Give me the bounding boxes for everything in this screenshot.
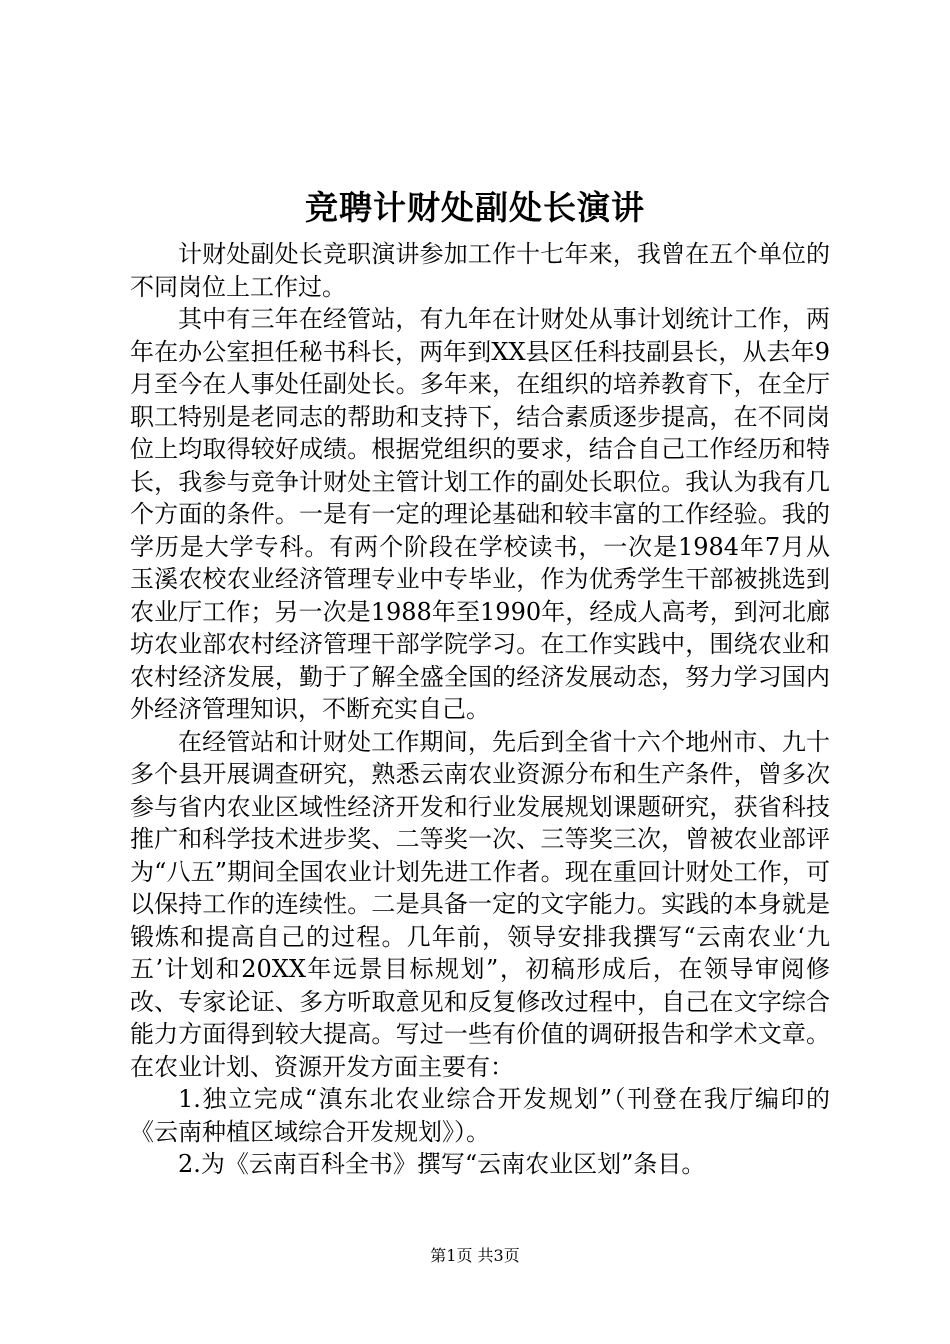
paragraph-3: 在经管站和计财处工作期间，先后到全省十六个地州市、九十多个县开展调查研究，熟悉云南农业资源分布和生产条件，曾多次参与省内农业区域性经济开发和行业发展规划课题研究，获省科技推广和科学技术进步奖、二等奖一次、三等奖三次，曾被农业部评为“八五”期间全国农业计划先进工作者。现在重回计财处工作，可以保持工作的连续性。二是具备一定的文字能力。实践的本身就是锻炼和提高自己的过程。几年前，领导安排我撰写“云南农业‘九五’计划和20XX年远景目标规划”，初稿形成后，在领导审阅修改、专家论证、多方听取意见和反复修改过程中，自己在文字综合能力方面得到较大提高。写过一些有价值的调研报告和学术文章。在农业计划、资源开发方面主要有：	[130, 727, 830, 1081]
list-item-2: 2.为《云南百科全书》撰写“云南农业区划”条目。	[178, 1150, 706, 1178]
page-number-footer: 第1页 共3页	[430, 1246, 520, 1265]
paragraph-1: 计财处副处长竞职演讲参加工作十七年来，我曾在五个单位的不同岗位上工作过。	[130, 240, 830, 301]
document-title: 竞聘计财处副处长演讲	[305, 188, 645, 227]
paragraph-2: 其中有三年在经管站，有九年在计财处从事计划统计工作，两年在办公室担任秘书科长，两年到XX县区任科技副县长，从去年9月至今在人事处任副处长。多年来，在组织的培养教育下，在全厅职工特别是老同志的帮助和支持下，结合素质逐步提高，在不同岗位上均取得较好成绩。根据党组织的要求，结合自己工作经历和特长，我参与竞争计财处主管计划工作的副处长职位。我认为我有几个方面的条件。一是有一定的理论基础和较丰富的工作经验。我的学历是大学专科。有两个阶段在学校读书，一次是1984年7月从玉溪农校农业经济管理专业中专毕业，作为优秀学生干部被挑选到农业厅工作；另一次是1988年至1990年，经成人高考，到河北廊坊农业部农村经济管理干部学院学习。在工作实践中，围绕农业和农村经济发展，勤于了解全盛全国的经济发展动态，努力学习国内外经济管理知识，不断充实自己。	[130, 305, 830, 723]
list-item-1: 1.独立完成“滇东北农业综合开发规划”（刊登在我厅编印的《云南种植区域综合开发规划》）。	[130, 1085, 830, 1146]
document-body	[130, 238, 830, 1181]
